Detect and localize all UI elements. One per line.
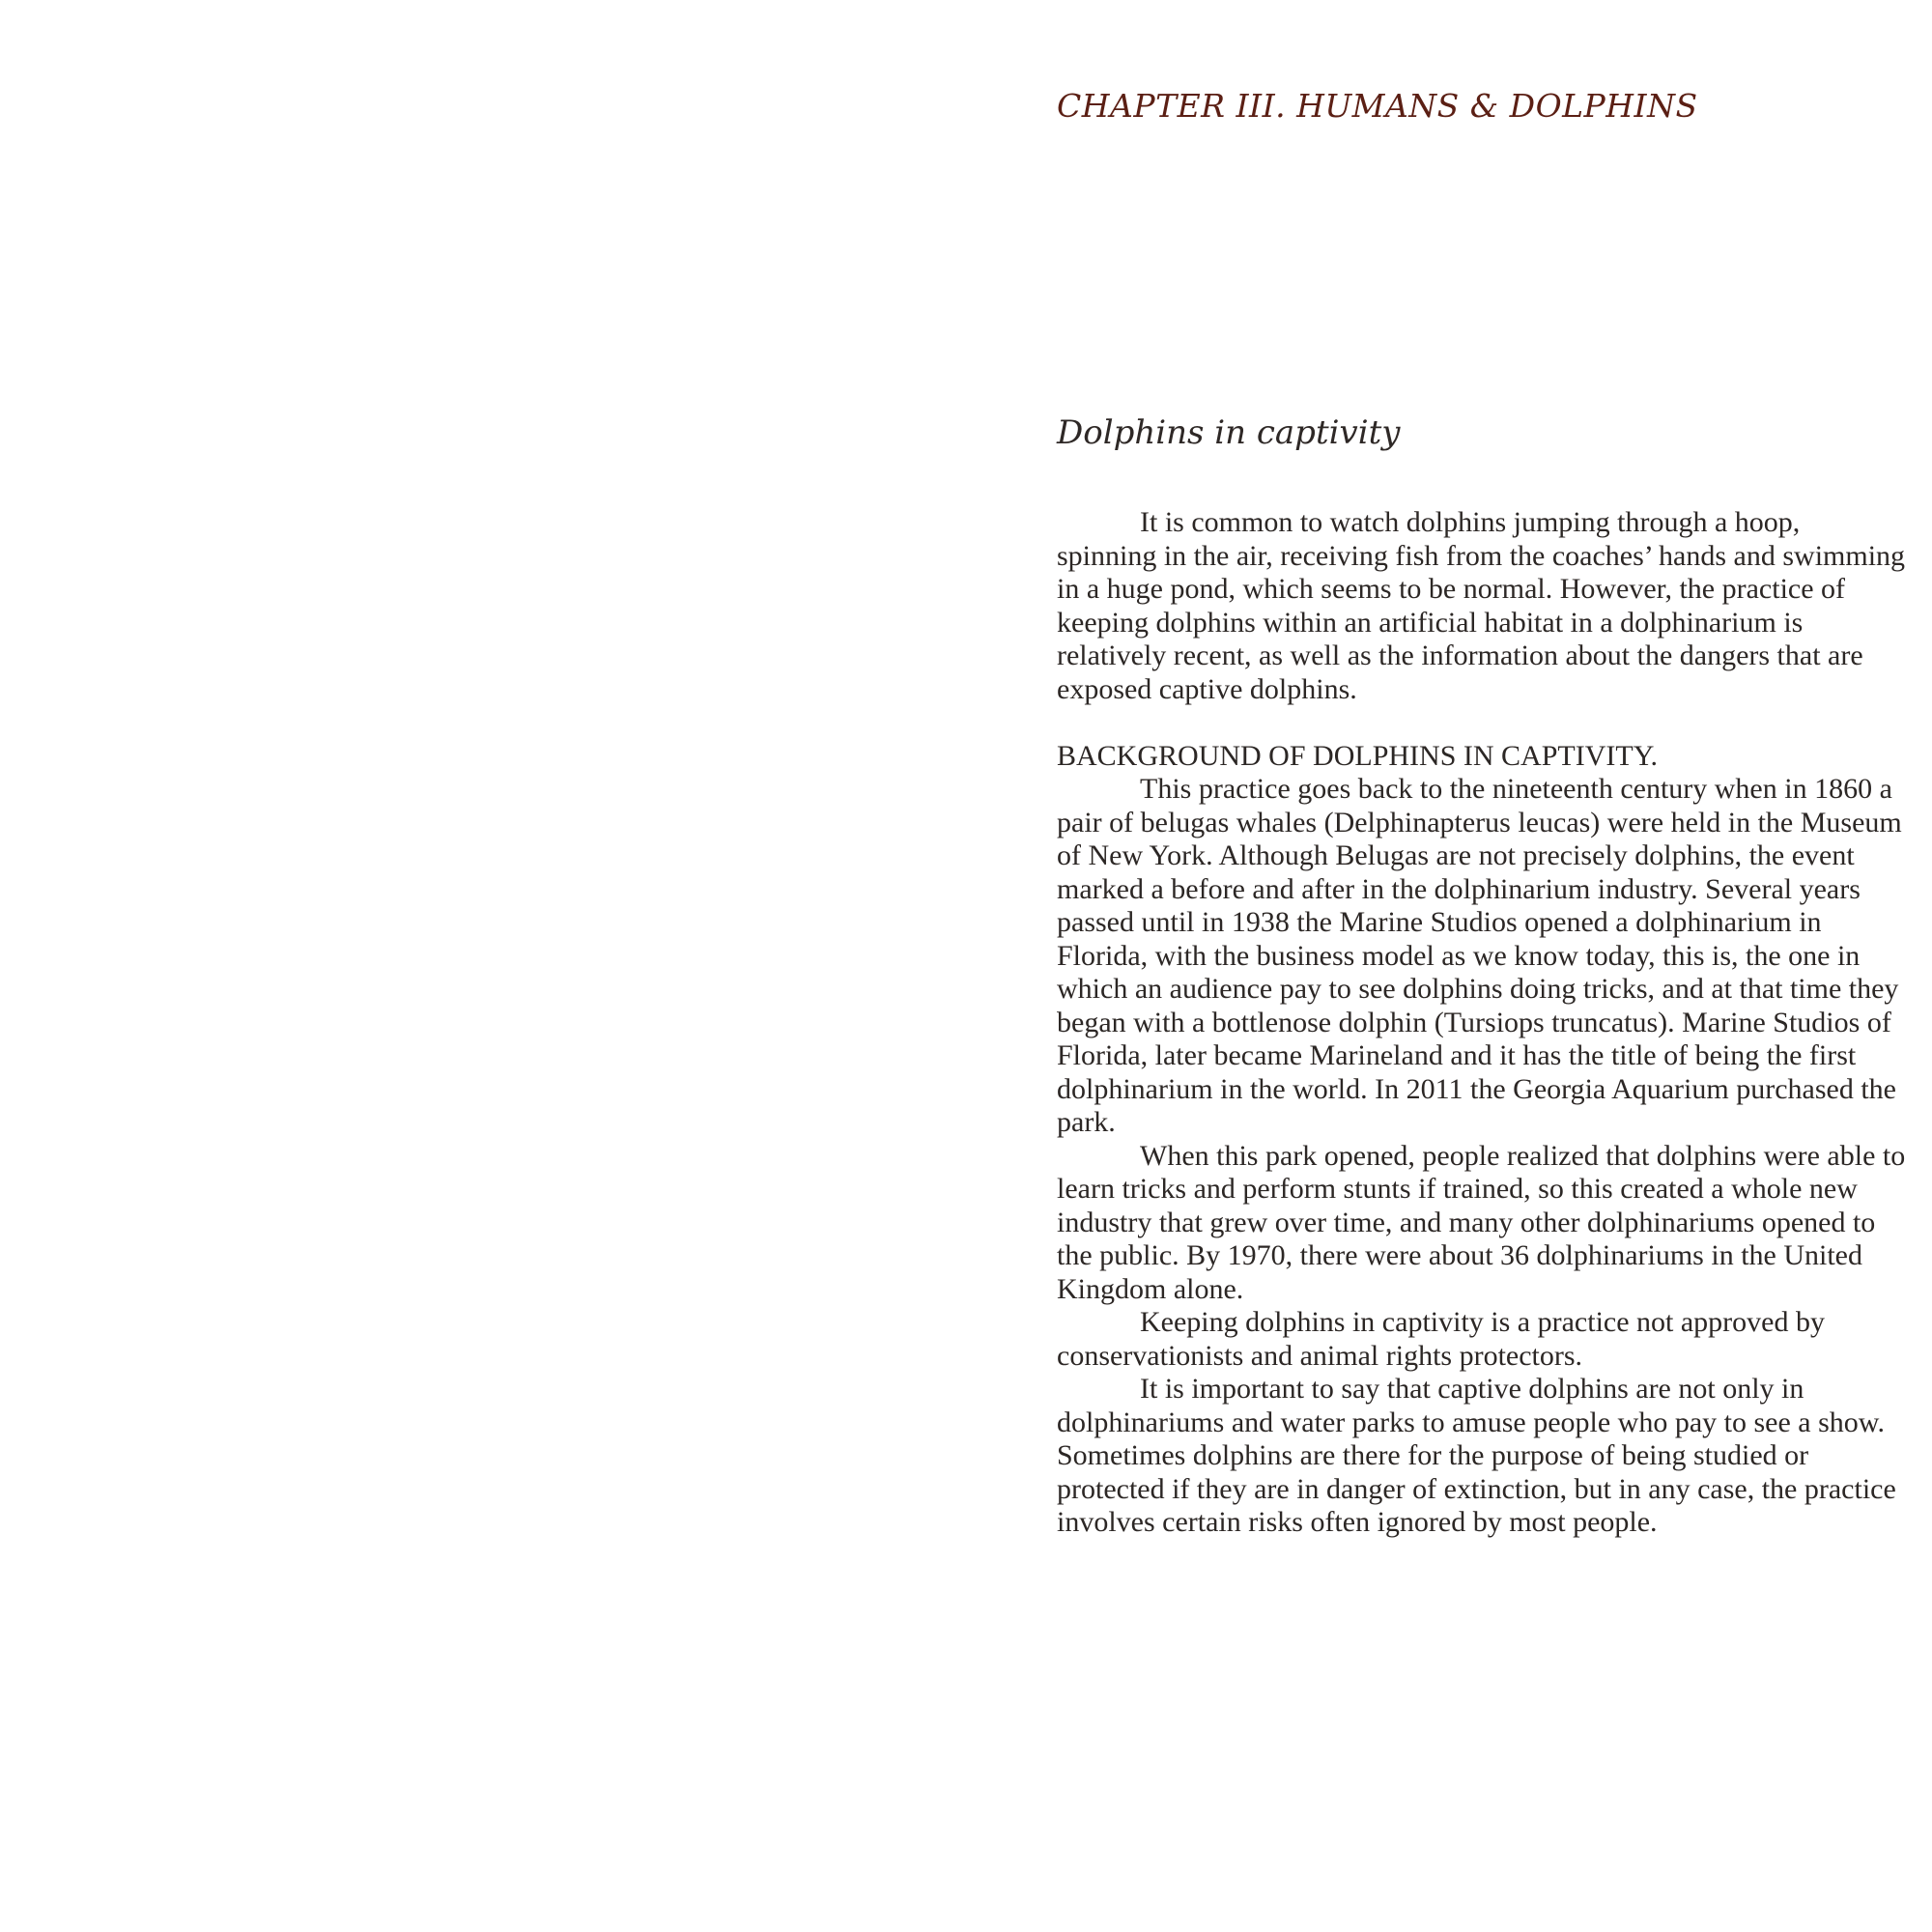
section-title: Dolphins in captivity xyxy=(1057,413,1401,452)
background-paragraph-2: When this park opened, people realized that dolphins were able to learn tricks and perform stunts if trained, so this created a whole new industry that grew over time, and many other dolphinariums opened to the public. By 1970, there were about 36 dolphinariums in the United Kingdom alone. xyxy=(1057,1139,1906,1305)
book-page xyxy=(1057,87,1907,1538)
body-text xyxy=(1057,506,1907,1540)
chapter-header: CHAPTER III. HUMANS & DOLPHINS xyxy=(1057,87,1698,125)
background-paragraph-4: It is important to say that captive dolphins are not only in dolphinariums and water parks to amuse people who pay to see a show. Sometimes dolphins are there for the purpose of being studied or protected if they are in danger of extinction, but in any case, the practice involves certain risks often ignored by most people. xyxy=(1057,1373,1896,1538)
background-paragraph-3: Keeping dolphins in captivity is a practice not approved by conservationists and animal rights protectors. xyxy=(1057,1306,1825,1372)
intro-paragraph: It is common to watch dolphins jumping through a hoop, spinning in the air, receiving fish from the coaches’ hands and swimming in a huge pond, which seems to be normal. However, the practice of keeping dolphins within an artificial habitat in a dolphinarium is relatively recent, as well as the information about the dangers that are exposed captive dolphins. xyxy=(1057,506,1906,705)
background-heading: BACKGROUND OF DOLPHINS IN CAPTIVITY. xyxy=(1057,739,1658,772)
background-paragraph-1: This practice goes back to the nineteenth century when in 1860 a pair of belugas whales (Delphinapterus leucas) were held in the Museum of New York. Although Belugas are not precisely dolphins, the event marked a before and after in the dolphinarium industry. Several years passed until in 1938 the Marine Studios opened a dolphinarium in Florida, with the business model as we know today, this is, the one in which an audience pay to see dolphins doing tricks, and at that time they began with a bottlenose dolphin (Tursiops truncatus). Marine Studios of Florida, later became Marineland and it has the title of being the first dolphinarium in the world. In 2011 the Georgia Aquarium purchased the park. xyxy=(1057,773,1902,1138)
